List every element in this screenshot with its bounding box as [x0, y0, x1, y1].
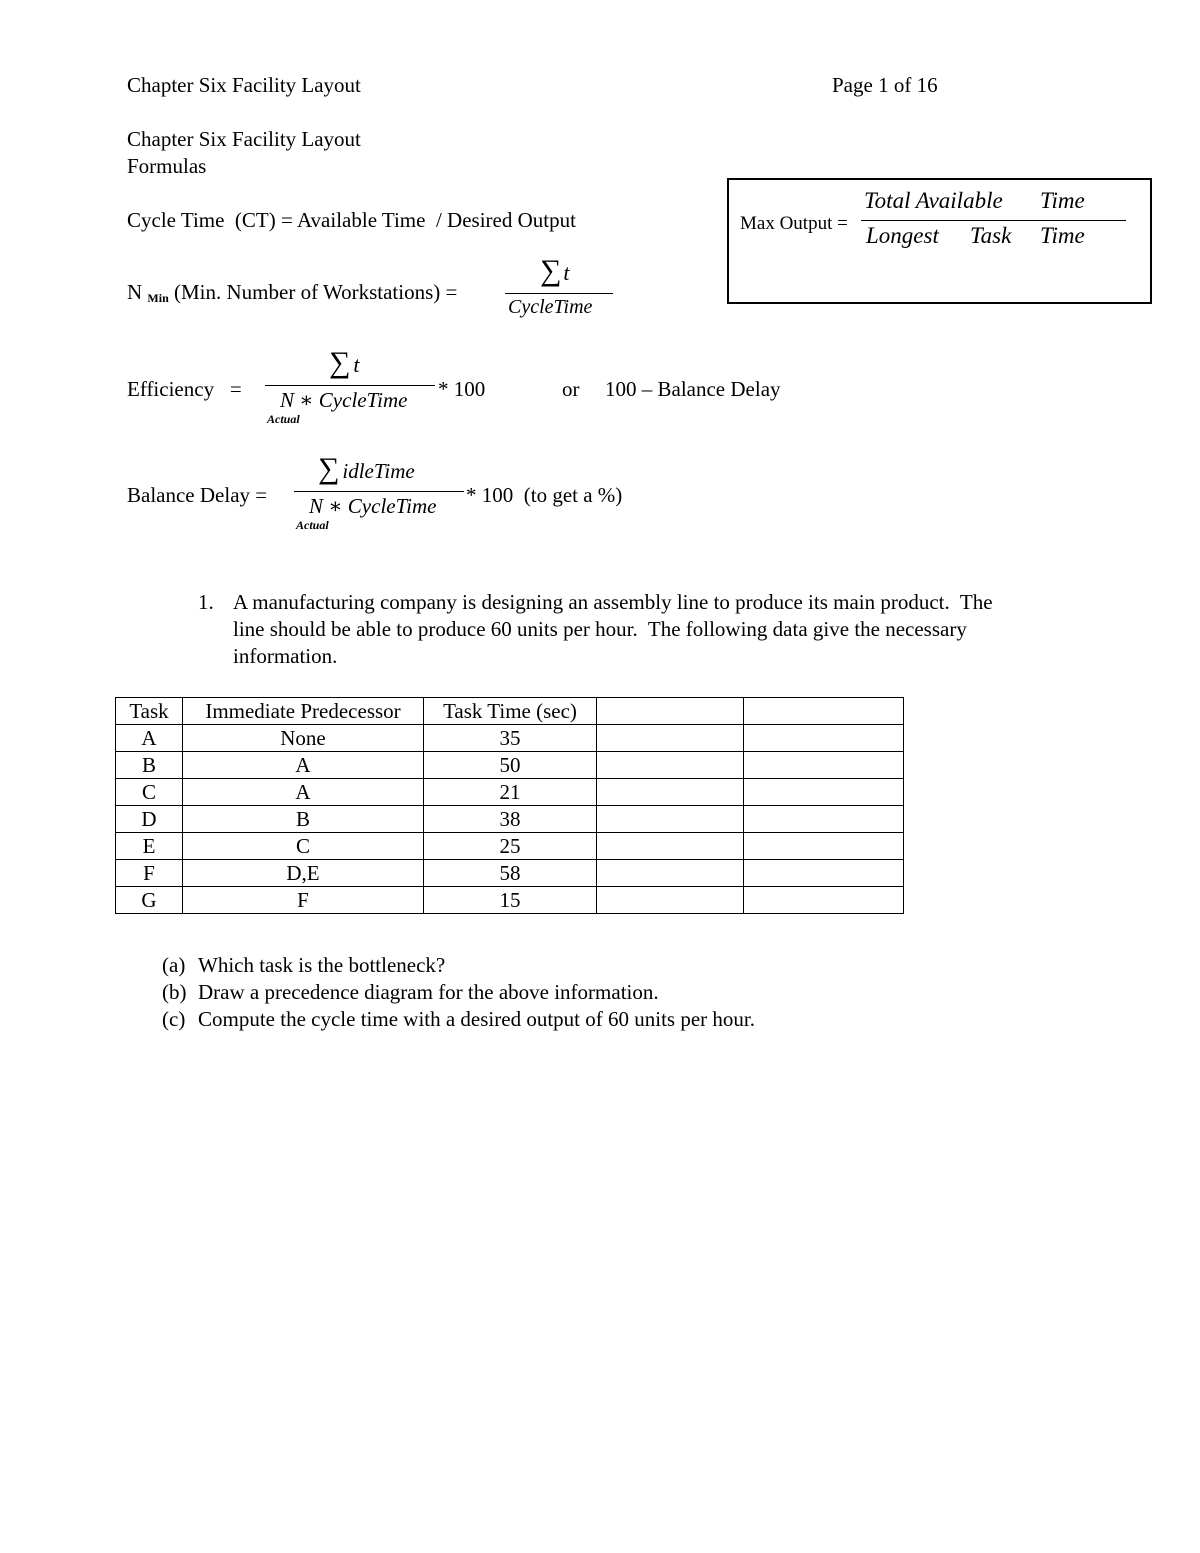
problem-line-3: information. — [233, 644, 338, 668]
table-row — [116, 752, 904, 779]
question-text: Draw a precedence diagram for the above information. — [198, 980, 659, 1004]
table-cell: 50 — [424, 752, 597, 779]
balance-fraction-bar — [294, 491, 464, 492]
max-fraction-bar — [861, 220, 1126, 221]
problem-line-2: line should be able to produce 60 units per hour. The following data give the necessary — [233, 617, 967, 641]
table-cell: B — [116, 752, 183, 779]
balance-times100: * 100 (to get a %) — [466, 483, 623, 507]
question-c — [162, 1006, 755, 1033]
cycle-time-formula: Cycle Time (CT) = Available Time / Desired Output — [127, 208, 576, 232]
table-row — [116, 887, 904, 914]
efficiency-sum-symbol: ∑ — [329, 346, 351, 379]
table-cell — [597, 860, 744, 887]
table-cell: A — [116, 725, 183, 752]
question-label: (a) — [162, 953, 186, 977]
efficiency-alternative: 100 – Balance Delay — [605, 377, 781, 401]
header-cell-predecessor: Immediate Predecessor — [183, 698, 424, 725]
table-cell: C — [183, 833, 424, 860]
efficiency-n: N — [280, 388, 295, 412]
document-title: Chapter Six Facility Layout — [127, 127, 361, 151]
balance-sum-symbol: ∑ — [318, 452, 340, 485]
efficiency-or: or — [562, 377, 580, 401]
table-cell: B — [183, 806, 424, 833]
max-den-time: Time — [1040, 223, 1085, 248]
nmin-t: t — [563, 260, 570, 285]
balance-actual-sub: Actual — [296, 518, 329, 532]
table-cell: A — [183, 779, 424, 806]
table-cell: 15 — [424, 887, 597, 914]
table-cell: F — [183, 887, 424, 914]
table-cell: 21 — [424, 779, 597, 806]
max-num-total-available: Total Available — [864, 188, 1003, 213]
balance-n: N — [309, 494, 324, 518]
header-cell-blank-2 — [744, 698, 904, 725]
header-cell-task: Task — [116, 698, 183, 725]
nmin-text: (Min. Number of Workstations) = — [174, 280, 458, 304]
question-text: Which task is the bottleneck? — [198, 953, 446, 977]
max-den-longest: Longest — [866, 223, 939, 248]
table-cell — [597, 887, 744, 914]
page-number: Page 1 of 16 — [832, 73, 938, 97]
running-header-title: Chapter Six Facility Layout — [127, 73, 361, 97]
table-cell — [744, 725, 904, 752]
table-cell — [597, 725, 744, 752]
table-cell: G — [116, 887, 183, 914]
question-label: (b) — [162, 980, 187, 1004]
efficiency-t: t — [353, 352, 360, 377]
balance-cycle: ∗ CycleTime — [328, 494, 437, 518]
table-cell — [744, 887, 904, 914]
problem-line-1: A manufacturing company is designing an assembly line to produce its main product. The — [233, 590, 993, 614]
table-header-row — [116, 698, 904, 725]
table-row — [116, 833, 904, 860]
section-subtitle: Formulas — [127, 154, 207, 178]
table-cell: 58 — [424, 860, 597, 887]
table-cell — [597, 779, 744, 806]
table-cell: 38 — [424, 806, 597, 833]
table-cell: 25 — [424, 833, 597, 860]
table-cell — [597, 833, 744, 860]
table-cell: D — [116, 806, 183, 833]
table-cell: C — [116, 779, 183, 806]
table-cell: A — [183, 752, 424, 779]
question-b — [162, 979, 755, 1006]
table-cell — [597, 752, 744, 779]
task-table — [115, 697, 904, 914]
nmin-n: N — [127, 280, 143, 304]
question-text: Compute the cycle time with a desired output of 60 units per hour. — [198, 1007, 755, 1031]
table-cell — [744, 860, 904, 887]
table-row — [116, 806, 904, 833]
question-label: (c) — [162, 1007, 186, 1031]
table-cell — [597, 806, 744, 833]
table-row — [116, 860, 904, 887]
nmin-formula — [127, 280, 457, 305]
question-list — [162, 952, 755, 1033]
table-cell: E — [116, 833, 183, 860]
table-row — [116, 725, 904, 752]
efficiency-fraction-bar — [265, 385, 435, 386]
header-cell-blank-1 — [597, 698, 744, 725]
nmin-sum-symbol: ∑ — [540, 254, 562, 287]
nmin-subscript: Min — [147, 291, 169, 305]
problem-number: 1. — [198, 590, 214, 614]
table-cell — [744, 752, 904, 779]
table-cell: F — [116, 860, 183, 887]
efficiency-times100: * 100 — [438, 377, 486, 401]
table-cell — [744, 833, 904, 860]
table-row — [116, 779, 904, 806]
max-num-time: Time — [1040, 188, 1085, 213]
balance-idle-time: idleTime — [342, 459, 415, 483]
table-cell — [744, 779, 904, 806]
max-output-label: Max Output = — [740, 213, 848, 234]
balance-delay-label: Balance Delay = — [127, 483, 268, 507]
efficiency-cycle: ∗ CycleTime — [299, 388, 408, 412]
question-a — [162, 952, 755, 979]
nmin-denominator: CycleTime — [508, 296, 593, 318]
table-cell — [744, 806, 904, 833]
max-den-task: Task — [970, 223, 1012, 248]
efficiency-label: Efficiency = — [127, 377, 242, 401]
table-cell: D,E — [183, 860, 424, 887]
efficiency-actual-sub: Actual — [267, 412, 300, 426]
nmin-fraction-bar — [505, 293, 613, 294]
header-cell-task-time: Task Time (sec) — [424, 698, 597, 725]
table-cell: 35 — [424, 725, 597, 752]
table-cell: None — [183, 725, 424, 752]
